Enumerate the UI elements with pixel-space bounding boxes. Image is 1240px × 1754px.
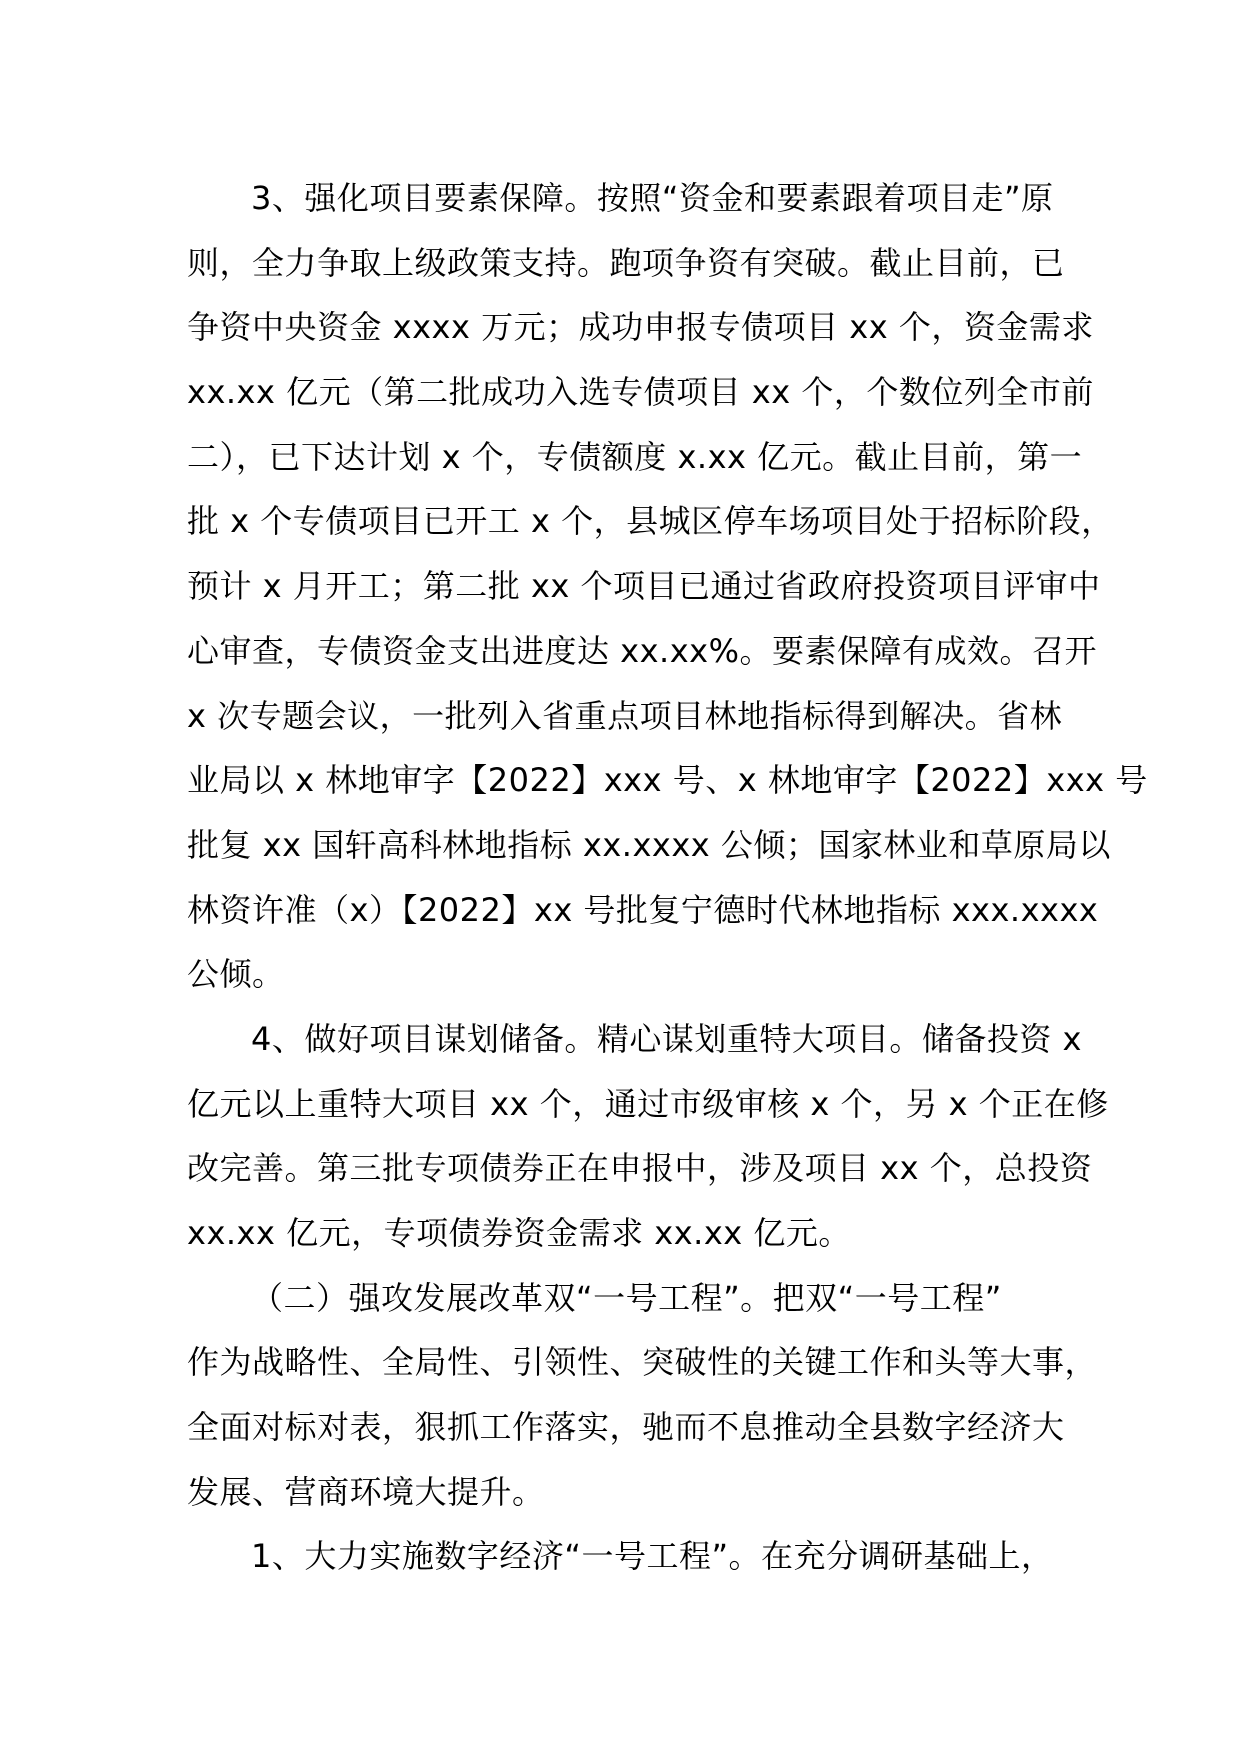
- text-line: 全面对标对表，狠抓工作落实，驰而不息推动全县数字经济大: [187, 1408, 1065, 1447]
- text-line: xx.xx 亿元，专项债券资金需求 xx.xx 亿元。: [187, 1214, 851, 1252]
- text-line: 心审查，专债资金支出进度达 xx.xx%。要素保障有成效。召开: [187, 631, 1098, 670]
- text-line: 业局以 x 林地审字【2022】xxx 号、x 林地审字【2022】xxx 号: [187, 761, 1148, 800]
- text-line: 林资许准（x）【2022】xx 号批复宁德时代林地指标 xxx.xxxx: [187, 890, 1099, 929]
- text-line: 作为战略性、全局性、引领性、突破性的关键工作和头等大事，: [187, 1343, 1098, 1382]
- text-line: 亿元以上重特大项目 xx 个，通过市级审核 x 个，另 x 个正在修: [187, 1084, 1109, 1123]
- text-line: 批 x 个专债项目已开工 x 个，县城区停车场项目处于招标阶段，: [187, 502, 1114, 541]
- text-line: x 次专题会议，一批列入省重点项目林地指标得到解决。省林: [187, 696, 1063, 735]
- paragraph-4-heading-line: 4、做好项目谋划储备。精心谋划重特大项目。储备投资 x: [251, 1019, 1082, 1058]
- text-line: 公倾。: [187, 955, 285, 994]
- text-line: 改完善。第三批专项债券正在申报中，涉及项目 xx 个，总投资: [187, 1149, 1093, 1188]
- text-line: xx.xx 亿元（第二批成功入选专债项目 xx 个，个数位列全市前: [187, 373, 1094, 412]
- text-line: 发展、营商环境大提升。: [187, 1472, 545, 1511]
- text-line: 争资中央资金 xxxx 万元；成功申报专债项目 xx 个，资金需求: [187, 308, 1094, 347]
- paragraph-3-heading-line: 3、强化项目要素保障。按照“资金和要素跟着项目走”原: [251, 179, 1054, 217]
- text-line: 则，全力争取上级政策支持。跑项争资有突破。截止目前，已: [187, 243, 1065, 282]
- paragraph-1-heading-line: 1、大力实施数字经济“一号工程”。在充分调研基础上，: [251, 1537, 1054, 1576]
- text-line: 二），已下达计划 x 个，专债额度 x.xx 亿元。截止目前，第一: [187, 437, 1083, 476]
- section-2-heading-line: （二）强攻发展改革双“一号工程”。把双“一号工程”: [251, 1278, 1002, 1317]
- text-line: 批复 xx 国轩高科林地指标 xx.xxxx 公倾；国家林业和草原局以: [187, 825, 1111, 864]
- text-line: 预计 x 月开工；第二批 xx 个项目已通过省政府投资项目评审中: [187, 567, 1101, 606]
- document-body: [187, 166, 1148, 1589]
